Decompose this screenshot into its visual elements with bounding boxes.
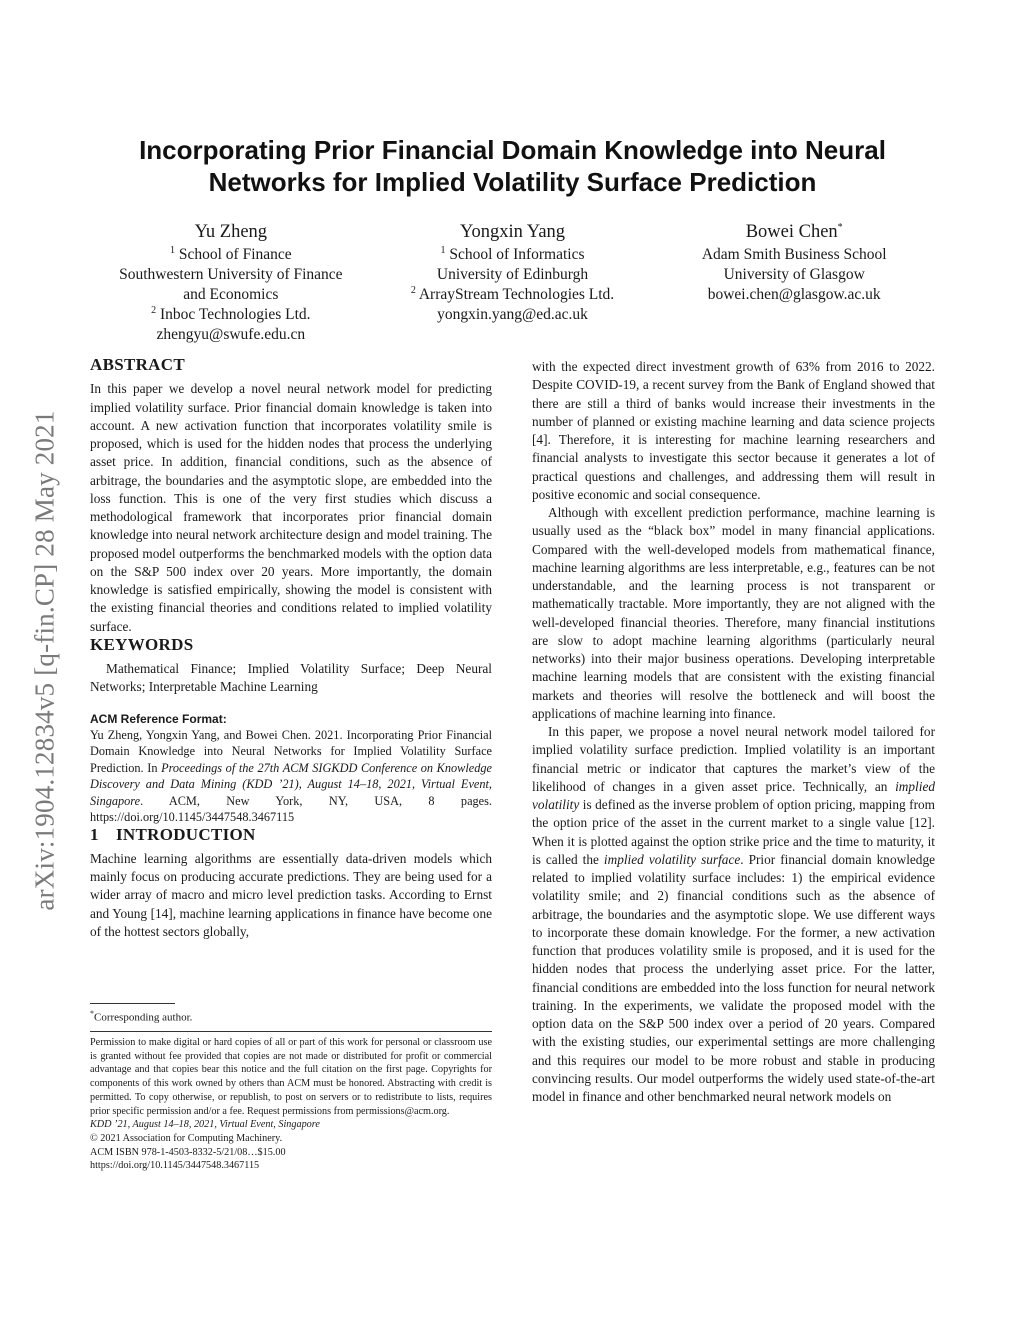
- right-column: [532, 358, 935, 1106]
- footnote-divider: [90, 1003, 175, 1004]
- abstract-text: In this paper we develop a novel neural network model for predicting implied volatility surface. Prior financial domain knowledge is taken into account. A new activation function that incorporates volatility smile is proposed, which is used for the hidden nodes that process the underlying asset price. In addition, financial conditions, such as the absence of arbitrage, the boundaries and the asymptotic slope, are embedded into the loss function. This is one of the very first studies which discuss a methodological framework that incorporates prior financial domain knowledge into neural network architecture design and model training. The proposed model outperforms the benchmarked models with the option data on the S&P 500 index over 20 years. More importantly, the domain knowledge is satisfied empirically, showing the model is consistent with the existing financial theories and conditions related to implied volatility surface.: [90, 381, 492, 634]
- author-3: [653, 220, 935, 345]
- author-affiliation: $^2$ Inboc Technologies Ltd.: [151, 304, 311, 323]
- author-affiliation: $^2$ ArrayStream Technologies Ltd.: [410, 284, 615, 303]
- acm-reference-text: Yu Zheng, Yongxin Yang, and Bowei Chen. 2021. Incorporating Prior Financial Domain Knowledge into Neural Networks for Implied Volatility Surface Prediction. In Proceedings of the 27th ACM SIGKDD Conference on Knowledge Discovery and Data Mining (KDD ’21), August 14–18, 2021, Virtual Event, Singapore. ACM, New York, NY, USA, 8 pages. https://doi.org/10.1145/3447548.3467115: [90, 727, 492, 824]
- paper-title: Incorporating Prior Financial Domain Knowledge into Neural Networks for Implied Volatility Surface Prediction: [139, 135, 886, 197]
- author-1: [90, 220, 372, 345]
- author-affiliation: Southwestern University of Finance: [119, 266, 343, 283]
- introduction-heading: 1 INTRODUCTION: [90, 824, 256, 844]
- author-email: zhengyu@swufe.edu.cn: [156, 326, 306, 343]
- author-affiliation: $^1$ School of Informatics: [440, 244, 585, 263]
- author-email: yongxin.yang@ed.ac.uk: [437, 306, 588, 323]
- body-paragraph: In this paper, we propose a novel neural network model tailored for implied volatility surface prediction. Implied volatility is an important financial metric or indicator that captures the market’s view of the likelihood of changes in a given asset price. Technically, an implied volatility is defined as the inverse problem of option pricing, mapping from the option price of the asset in the current market to a single value [12]. When it is plotted against the option strike price and the time to maturity, it is called the implied volatility surface. Prior financial domain knowledge related to implied volatility surface includes: 1) the empirical evidence volatility smile; and 2) financial conditions such as the absence of arbitrage, the boundaries and the asymptotic slope. We use different ways to incorporate these domain knowledge. For the former, a new activation function that produces volatility smile is proposed, and it is used for the hidden nodes that process the underlying asset price. For the latter, financial conditions are embedded into the loss function for neural network training. In the experiments, we validate the proposed model with the option data on the S&P 500 index over a period of 20 years. Compared with the existing studies, our experimental settings are more challenging and this requires our model to be more robust and stable in producing convincing results. Our model outperforms the widely used state-of-the-art model in finance and other benchmarked neural network models on: [532, 724, 935, 1104]
- author-email: bowei.chen@glasgow.ac.uk: [707, 286, 881, 303]
- body-paragraph: Although with excellent prediction performance, machine learning is usually used as the “black box” model in many financial applications. Compared with the well-developed models from mathematical finance, machine learning algorithms are less interpretable, e.g., features can be not understandable, and the learning process is not transparent or mathematically tractable. More importantly, they are not aligned with the well-developed financial theories. Therefore, many financial institutions are slow to adopt machine learning algorithms (particularly neural networks) into their major business operations. Developing interpretable machine learning models that are consistent with the existing financial markets and theories will resolve the bottleneck and will boost the applications of machine learning into finance.: [532, 505, 935, 721]
- author-affiliation: University of Edinburgh: [436, 266, 589, 283]
- body-paragraph: with the expected direct investment growth of 63% from 2016 to 2022. Despite COVID-19, a recent survey from the Bank of England showed that there are still a third of banks would increase their investments in the number of planned or existing machine learning and data science projects [4]. Therefore, it is interesting for machine learning researchers and financial analysts to investigate this sector because it generates a lot of practical questions and challenges, and addressing them will result in positive economic and social consequence.: [532, 359, 935, 502]
- author-block: [90, 220, 935, 345]
- abstract-heading: ABSTRACT: [90, 355, 185, 374]
- permission-text: Permission to make digital or hard copies of all or part of this work for personal or classroom use is granted without fee provided that copies are not made or distributed for profit or commercial advantage and that copies bear this notice and the full citation on the first page. Copyrights for components of this work owned by others than ACM must be honored. Abstracting with credit is permitted. To copy otherwise, or republish, to post on servers or to redistribute to lists, requires prior specific permission and/or a fee. Request permissions from permissions@acm.org.: [90, 1037, 492, 1117]
- author-name: Bowei Chen*: [745, 221, 843, 242]
- acm-reference-heading: ACM Reference Format:: [90, 711, 227, 726]
- conference-venue: KDD ’21, August 14–18, 2021, Virtual Event, Singapore: [90, 1119, 320, 1131]
- copyright-divider: [90, 1031, 492, 1032]
- author-affiliation: $^1$ School of Finance: [170, 244, 292, 263]
- copyright-line: © 2021 Association for Computing Machinery.: [90, 1132, 283, 1144]
- introduction-paragraph: Machine learning algorithms are essentially data-driven models which mainly focus on producing accurate predictions. They are being used for a wider array of macro and micro level prediction tasks. According to Ernst and Young [14], machine learning applications in finance have become one of the hottest sectors globally,: [90, 850, 492, 939]
- doi-link[interactable]: https://doi.org/10.1145/3447548.3467115: [90, 1160, 260, 1172]
- keywords-heading: KEYWORDS: [90, 634, 194, 654]
- keywords-text: Mathematical Finance; Implied Volatility Surface; Deep Neural Networks; Interpretable Machine Learning: [90, 661, 492, 695]
- author-affiliation: and Economics: [183, 286, 279, 303]
- isbn-line: ACM ISBN 978-1-4503-8332-5/21/08…$15.00: [90, 1146, 286, 1158]
- author-name: Yongxin Yang: [459, 222, 566, 242]
- author-affiliation: Adam Smith Business School: [701, 246, 887, 263]
- copyright-block: [90, 1036, 492, 1173]
- left-column: [90, 356, 492, 941]
- footnote: *Corresponding author.: [90, 1009, 193, 1024]
- author-name: Yu Zheng: [194, 222, 268, 242]
- author-2: [372, 220, 654, 345]
- author-affiliation: University of Glasgow: [723, 266, 865, 283]
- arxiv-stamp: [24, 340, 66, 980]
- arxiv-stamp-text: arXiv:1904.12834v5 [q-fin.CP] 28 May 2021: [29, 409, 60, 911]
